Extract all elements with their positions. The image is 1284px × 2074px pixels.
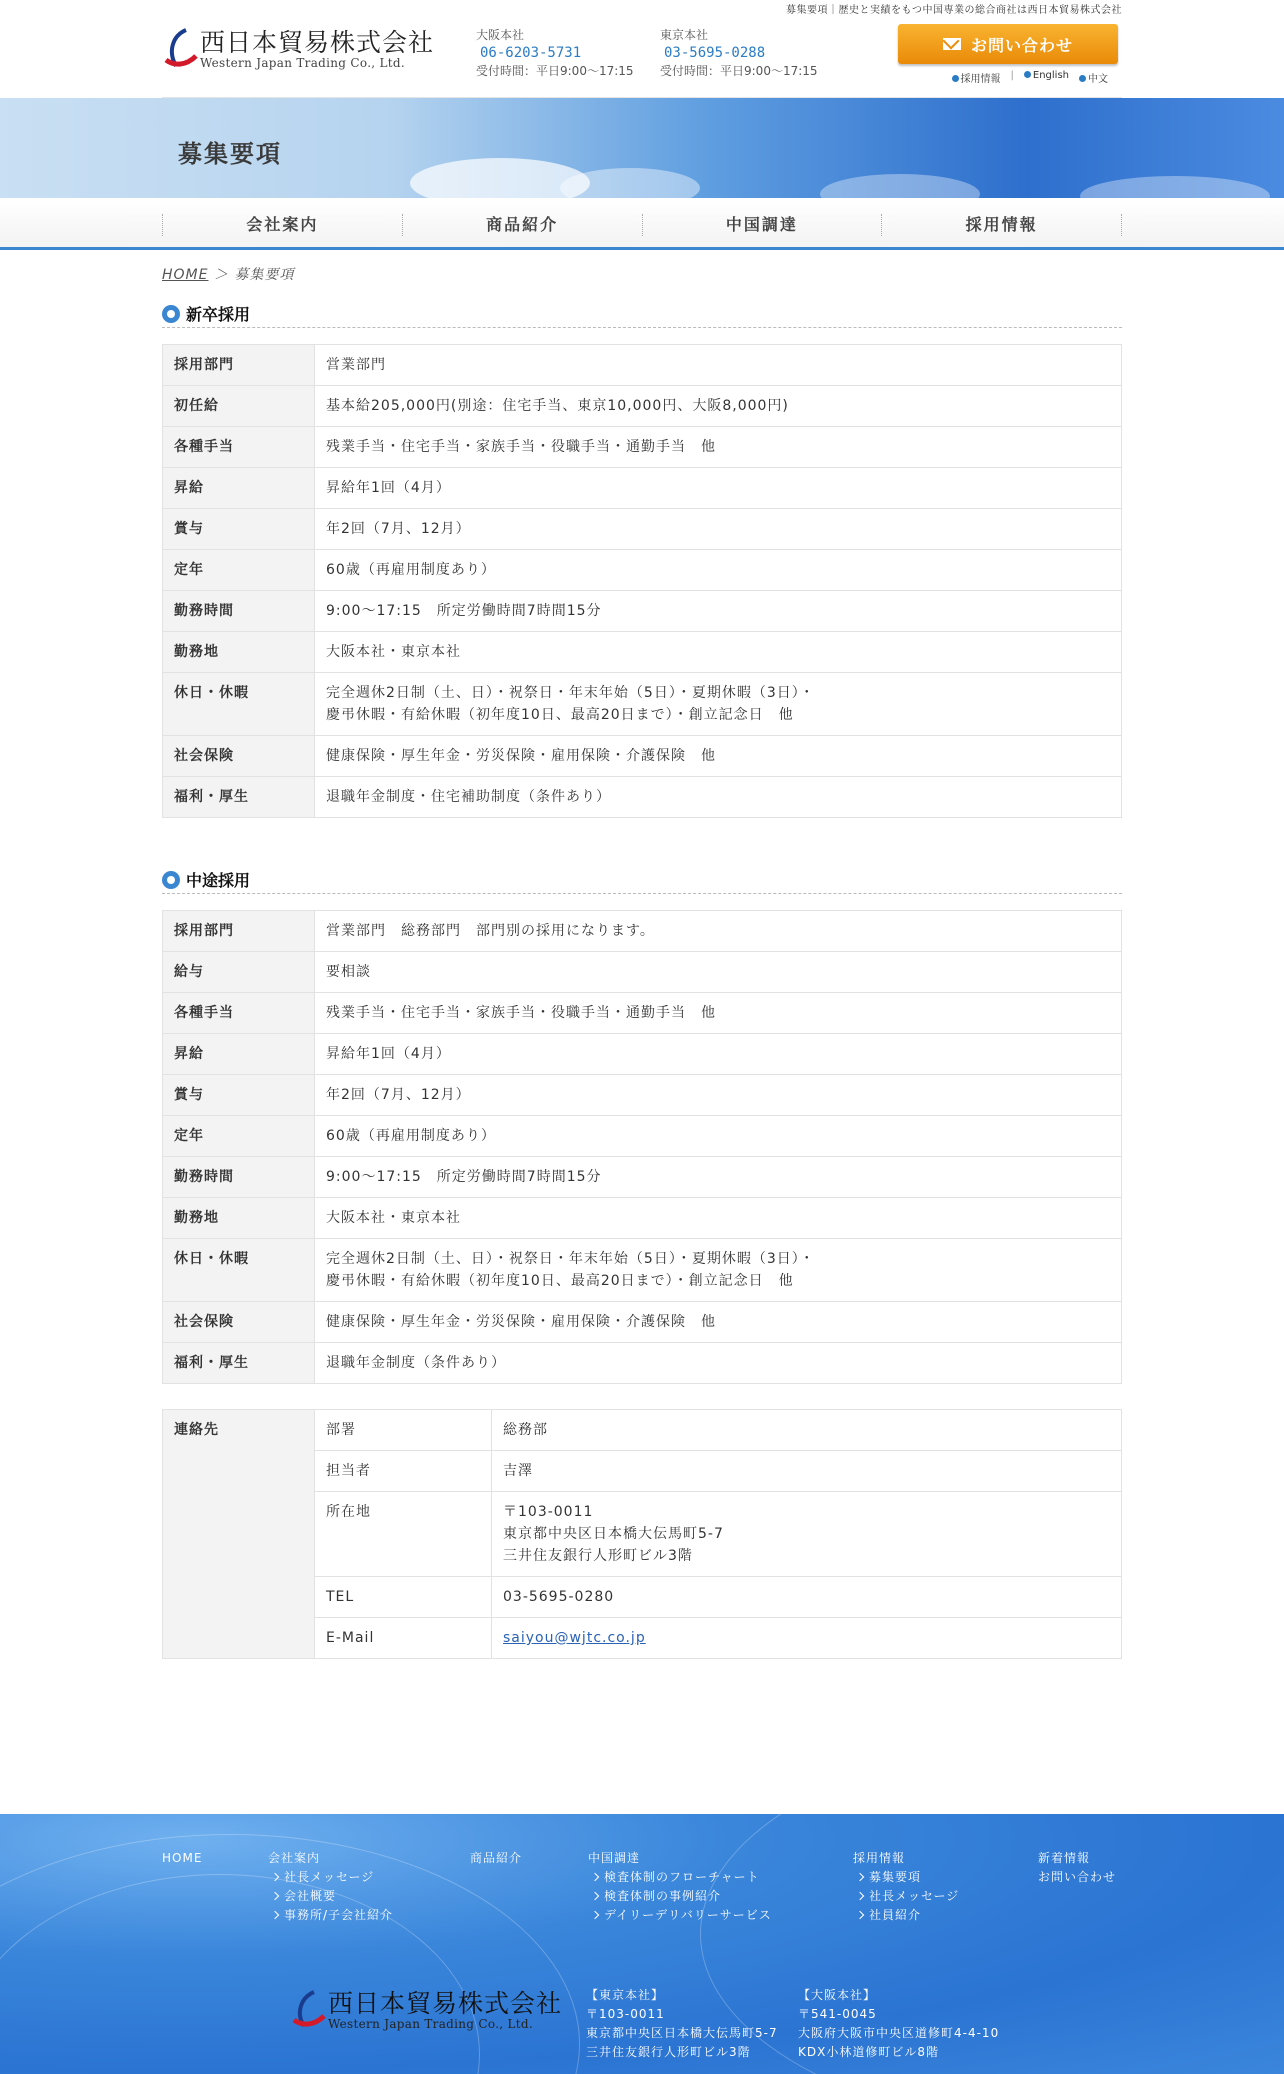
breadcrumb-home[interactable]: HOME [162, 267, 209, 283]
logo-mark-icon [290, 1988, 326, 2032]
table-row [163, 1410, 1122, 1451]
nav-item-company[interactable]: 会社案内 [162, 214, 402, 236]
footer-link-inquiry[interactable]: お問い合わせ [1038, 1870, 1117, 1884]
row-label: TEL [315, 1577, 492, 1618]
footer-col-home [162, 1849, 202, 1868]
row-label: 各種手当 [163, 993, 315, 1034]
row-value [315, 1198, 1122, 1239]
table-row [163, 550, 1122, 591]
row-value-line: 完全週休2日制（土、日）・祝祭日・年末年始（5日）・夏期休暇（3日）・ [326, 685, 815, 701]
row-label: 各種手当 [163, 427, 315, 468]
table-row [163, 345, 1122, 386]
row-label: 定年 [163, 1116, 315, 1157]
footer-col-china [588, 1849, 772, 1925]
footer-osaka-address [798, 1986, 999, 2062]
row-value [315, 952, 1122, 993]
row-value: 総務部 [492, 1410, 1122, 1451]
row-value-line: 慶弔休暇・有給休暇（初年度10日、最高20日まで）・創立記念日 他 [326, 1273, 794, 1289]
footer-link-news[interactable]: 新着情報 [1038, 1851, 1091, 1865]
footer-sublink[interactable]: 検査体制のフローチャート [588, 1868, 772, 1887]
row-value-line: 退職年金制度・住宅補助制度（条件あり） [326, 789, 611, 805]
table-row [163, 427, 1122, 468]
breadcrumb-sep: ＞ [208, 267, 235, 283]
nav-item-recruit[interactable]: 採用情報 [881, 214, 1122, 236]
header-tagline: 募集要項｜歴史と実績をもつ中国専業の総合商社は西日本貿易株式会社 [786, 5, 1122, 16]
new-grad-table [162, 344, 1122, 818]
lang-links [952, 70, 1108, 85]
row-label: 賞与 [163, 1075, 315, 1116]
row-label: 昇給 [163, 1034, 315, 1075]
row-value [315, 736, 1122, 777]
row-value-line: 完全週休2日制（土、日）・祝祭日・年末年始（5日）・夏期休暇（3日）・ [326, 1251, 815, 1267]
address-zip: 〒103-0011 [503, 1504, 594, 1520]
table-row [163, 632, 1122, 673]
footer-sublink[interactable]: 社員紹介 [853, 1906, 959, 1925]
footer-col-news [1038, 1849, 1116, 1887]
osaka-office-info [476, 26, 634, 80]
footer-sublink[interactable]: デイリーデリバリーサービス [588, 1906, 772, 1925]
circle-bullet-icon [162, 305, 180, 323]
tokyo-label: 東京本社 [660, 28, 709, 42]
row-value-line: 昇給年1回（4月） [326, 480, 451, 496]
table-row [163, 952, 1122, 993]
row-value [315, 673, 1122, 736]
row-value-line: 健康保険・厚生年金・労災保険・雇用保険・介護保険 他 [326, 1314, 716, 1330]
osaka-hours: 受付時間：平日9:00～17:15 [476, 64, 634, 78]
row-label: 部署 [315, 1410, 492, 1451]
row-value-line: 大阪本社・東京本社 [326, 1210, 461, 1226]
table-row [163, 1157, 1122, 1198]
contact-label: 連絡先 [163, 1410, 315, 1659]
row-label: 勤務時間 [163, 591, 315, 632]
table-row [163, 1343, 1122, 1384]
row-value: 吉澤 [492, 1451, 1122, 1492]
row-label: E-Mail [315, 1618, 492, 1659]
table-row [163, 1239, 1122, 1302]
breadcrumb-current: 募集要項 [234, 267, 295, 283]
row-value [492, 1492, 1122, 1577]
row-label: 休日・休暇 [163, 673, 315, 736]
section-title-new-grad: 新卒採用 [162, 302, 1122, 328]
row-value [315, 1239, 1122, 1302]
footer-sublink[interactable]: 検査体制の事例紹介 [588, 1887, 772, 1906]
section-title-mid-career: 中途採用 [162, 868, 1122, 894]
row-value [315, 777, 1122, 818]
address-line: 大阪府大阪市中央区道修町4-4-10 [798, 2026, 1000, 2040]
row-value-line: 60歳（再雇用制度あり） [326, 562, 496, 578]
table-row [163, 468, 1122, 509]
lang-separator: | [1010, 70, 1014, 81]
table-row [163, 736, 1122, 777]
footer-logo[interactable] [290, 1988, 562, 2032]
logo-en-text: Western Japan Trading Co., Ltd. [200, 55, 406, 70]
lang-link-english[interactable]: English [1024, 70, 1069, 85]
row-label: 昇給 [163, 468, 315, 509]
logo-mark-icon [162, 26, 198, 72]
footer-sublink[interactable]: 社長メッセージ [268, 1868, 393, 1887]
email-link[interactable]: saiyou@wjtc.co.jp [503, 1630, 646, 1646]
row-label: 賞与 [163, 509, 315, 550]
tokyo-phone[interactable]: 03-5695-0288 [664, 45, 766, 61]
table-row [163, 673, 1122, 736]
row-label: 勤務地 [163, 632, 315, 673]
row-value [315, 632, 1122, 673]
circle-bullet-icon [162, 871, 180, 889]
row-value [315, 1157, 1122, 1198]
row-label: 休日・休暇 [163, 1239, 315, 1302]
table-row [163, 1075, 1122, 1116]
main-content [162, 264, 1122, 1659]
global-nav [0, 198, 1284, 250]
row-value [315, 509, 1122, 550]
row-value-line: 年2回（7月、12月） [326, 521, 471, 537]
osaka-phone[interactable]: 06-6203-5731 [480, 45, 582, 61]
footer-link-home[interactable]: HOME [162, 1851, 203, 1865]
row-value [315, 1116, 1122, 1157]
footer-col-company [268, 1849, 393, 1925]
table-row [163, 1198, 1122, 1239]
row-value [315, 591, 1122, 632]
nav-item-china[interactable]: 中国調達 [642, 214, 882, 236]
tokyo-office-info [660, 26, 818, 80]
row-value-line: 要相談 [326, 964, 371, 980]
row-label: 担当者 [315, 1451, 492, 1492]
row-value [315, 468, 1122, 509]
mail-icon [943, 38, 961, 50]
address-title: 【東京本社】 [586, 1988, 665, 2002]
table-row [163, 911, 1122, 952]
row-value [315, 550, 1122, 591]
table-row [163, 777, 1122, 818]
row-label: 所在地 [315, 1492, 492, 1577]
row-value [315, 1302, 1122, 1343]
footer-col-products [470, 1849, 522, 1868]
row-value [315, 1343, 1122, 1384]
address-zip: 〒103-0011 [586, 2007, 665, 2021]
table-row [163, 993, 1122, 1034]
row-value-line: 基本給205,000円(別途：住宅手当、東京10,000円、大阪8,000円) [326, 398, 789, 414]
footer-sublink[interactable]: 社長メッセージ [853, 1887, 959, 1906]
lang-link-recruit[interactable]: 採用情報 [952, 70, 1001, 85]
tokyo-hours: 受付時間：平日9:00～17:15 [660, 64, 818, 78]
footer-sublink[interactable]: 事務所/子会社紹介 [268, 1906, 393, 1925]
footer-sublink[interactable]: 募集要項 [853, 1868, 959, 1887]
table-row [163, 591, 1122, 632]
row-label: 社会保険 [163, 736, 315, 777]
row-value-line: 慶弔休暇・有給休暇（初年度10日、最高20日まで）・創立記念日 他 [326, 707, 794, 723]
osaka-label: 大阪本社 [476, 28, 525, 42]
row-label: 初任給 [163, 386, 315, 427]
row-label: 定年 [163, 550, 315, 591]
footer-link-china[interactable]: 中国調達 [588, 1851, 641, 1865]
row-value-line: 9:00～17:15 所定労働時間7時間15分 [326, 1169, 602, 1185]
address-line: KDX小林道修町ビル8階 [798, 2045, 939, 2059]
row-label: 福利・厚生 [163, 777, 315, 818]
company-logo[interactable] [162, 26, 434, 72]
row-value: 03-5695-0280 [492, 1577, 1122, 1618]
address-line: 三井住友銀行人形町ビル3階 [586, 2045, 751, 2059]
row-label: 社会保険 [163, 1302, 315, 1343]
footer-col-recruit [853, 1849, 959, 1925]
row-value [315, 386, 1122, 427]
row-label: 採用部門 [163, 345, 315, 386]
bullet-icon [1079, 75, 1086, 82]
address-title: 【大阪本社】 [798, 1988, 877, 2002]
footer-link-recruit[interactable]: 採用情報 [853, 1851, 906, 1865]
footer-logo-jp: 西日本貿易株式会社 [328, 1988, 563, 2018]
page-banner [0, 98, 1284, 198]
row-value-line: 残業手当・住宅手当・家族手当・役職手当・通勤手当 他 [326, 1005, 716, 1021]
row-value [315, 345, 1122, 386]
address-line: 東京都中央区日本橋大伝馬町5-7 [503, 1526, 724, 1542]
footer-link-products[interactable]: 商品紹介 [470, 1851, 523, 1865]
row-value-line: 健康保険・厚生年金・労災保険・雇用保険・介護保険 他 [326, 748, 716, 764]
contact-button[interactable] [898, 24, 1118, 64]
site-header [162, 0, 1122, 98]
page-title: 募集要項 [178, 140, 282, 168]
row-value [315, 911, 1122, 952]
row-value [315, 993, 1122, 1034]
row-value-line: 年2回（7月、12月） [326, 1087, 471, 1103]
row-label: 勤務時間 [163, 1157, 315, 1198]
footer-tokyo-address [586, 1986, 778, 2062]
row-value-line: 60歳（再雇用制度あり） [326, 1128, 496, 1144]
contact-button-label: お問い合わせ [970, 35, 1073, 55]
row-value [315, 1075, 1122, 1116]
row-value [315, 427, 1122, 468]
logo-jp-text: 西日本貿易株式会社 [200, 27, 435, 57]
row-label: 福利・厚生 [163, 1343, 315, 1384]
contact-table [162, 1409, 1122, 1659]
row-value-line: 大阪本社・東京本社 [326, 644, 461, 660]
address-line: 東京都中央区日本橋大伝馬町5-7 [586, 2026, 778, 2040]
row-value-line: 営業部門 総務部門 部門別の採用になります。 [326, 923, 655, 939]
table-row [163, 1116, 1122, 1157]
table-row [163, 1302, 1122, 1343]
table-row [163, 1034, 1122, 1075]
bullet-icon [1024, 71, 1031, 78]
row-label: 給与 [163, 952, 315, 993]
row-value-line: 昇給年1回（4月） [326, 1046, 451, 1062]
footer-sublink[interactable]: 会社概要 [268, 1887, 393, 1906]
table-row [163, 509, 1122, 550]
footer-link-company[interactable]: 会社案内 [268, 1851, 321, 1865]
address-line: 三井住友銀行人形町ビル3階 [503, 1548, 693, 1564]
row-value-line: 退職年金制度（条件あり） [326, 1355, 506, 1371]
row-label: 勤務地 [163, 1198, 315, 1239]
row-label: 採用部門 [163, 911, 315, 952]
bullet-icon [952, 75, 959, 82]
row-value [492, 1618, 1122, 1659]
breadcrumb [162, 264, 1122, 284]
address-zip: 〒541-0045 [798, 2007, 877, 2021]
mid-career-table [162, 910, 1122, 1384]
nav-item-products[interactable]: 商品紹介 [402, 214, 642, 236]
row-value-line: 9:00～17:15 所定労働時間7時間15分 [326, 603, 602, 619]
row-value-line: 残業手当・住宅手当・家族手当・役職手当・通勤手当 他 [326, 439, 716, 455]
footer-logo-en: Western Japan Trading Co., Ltd. [328, 2016, 534, 2031]
row-value [315, 1034, 1122, 1075]
row-value-line: 営業部門 [326, 357, 386, 373]
site-footer [0, 1814, 1284, 2074]
lang-link-chinese[interactable]: 中文 [1079, 70, 1108, 85]
table-row [163, 386, 1122, 427]
